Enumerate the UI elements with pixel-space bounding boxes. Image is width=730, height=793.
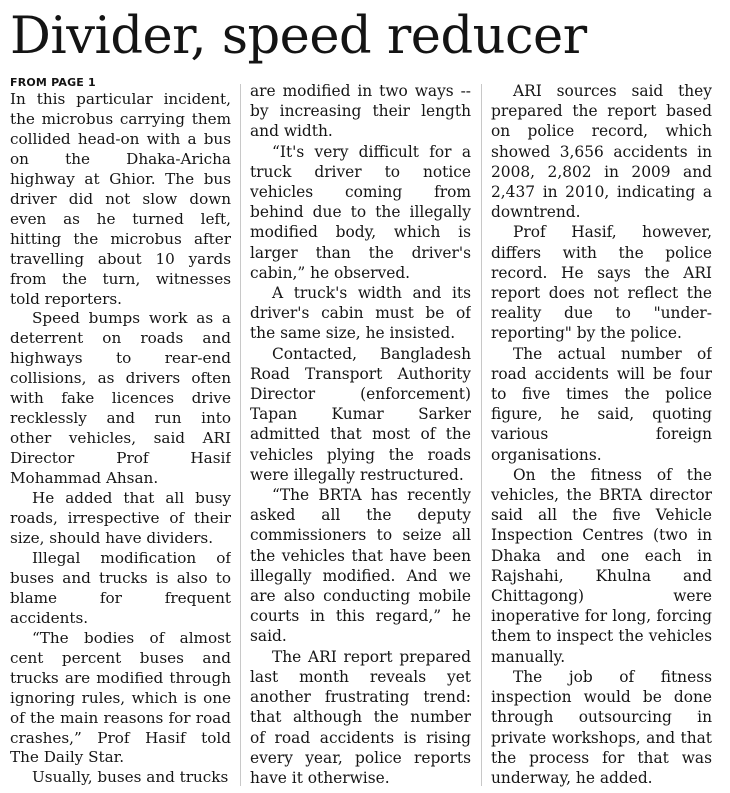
paragraph: Illegal modification of buses and trucks is also to blame for frequent accidents. <box>10 548 231 627</box>
paragraph: Speed bumps work as a deterrent on roads and highways to rear-end collisions, as drivers often with fake licences drive recklessly and run into other vehicles, said ARI Director Prof Hasif Mohammad Ahsan. <box>10 309 231 488</box>
paragraph: The job of fitness inspection would be done through outsourcing in private workshops, and that the process for that was underway, he added. <box>491 667 712 787</box>
column-rule <box>240 84 241 786</box>
paragraph: are modified in two ways -- by increasing their length and width. <box>250 82 471 141</box>
headline: Divider, speed reducer <box>10 7 587 66</box>
paragraph: The ARI report prepared last month reveals yet another frustrating trend: that although the number of road accidents is rising every year, police reports have it otherwise. <box>250 647 471 787</box>
article-column-1 <box>10 76 231 788</box>
paragraph: Prof Hasif, however, differs with the police record. He says the ARI report does not reflect the reality due to "under-reporting" by the police. <box>491 223 712 343</box>
paragraph: On the fitness of the vehicles, the BRTA director said all the five Vehicle Inspection Centres (two in Dhaka and one each in Rajshahi, Khulna and Chittagong) were inoperative for long, forcing them to inspect the vehicles manually. <box>491 465 712 666</box>
paragraph: The actual number of road accidents will be four to five times the police figure, he said, quoting various foreign organisations. <box>491 344 712 464</box>
paragraph: “It's very difficult for a truck driver to notice vehicles coming from behind due to the illegally modified body, which is larger than the driver's cabin,” he observed. <box>250 142 471 282</box>
paragraph: In this particular incident, the microbus carrying them collided head-on with a bus on the Dhaka-Aricha highway at Ghior. The bus driver did not slow down even as he turned left, hitting the microbus after travelling about 10 yards from the turn, witnesses told reporters. <box>10 90 231 308</box>
paragraph: Usually, buses and trucks <box>32 768 229 787</box>
dateline: FROM PAGE 1 <box>10 76 96 89</box>
paragraph: He added that all busy roads, irrespective of their size, should have dividers. <box>10 489 231 547</box>
article-column-3 <box>491 81 712 793</box>
article-column-2 <box>250 81 471 793</box>
column-rule <box>481 84 482 786</box>
paragraph: ARI sources said they prepared the report based on police record, which showed 3,656 accidents in 2008, 2,802 in 2009 and 2,437 in 2010, indicating a downtrend. <box>491 82 712 222</box>
paragraph: “The bodies of almost cent percent buses and trucks are modified through ignoring rules, which is one of the main reasons for road crashes,” Prof Hasif told The Daily Star. <box>10 628 231 767</box>
paragraph: A truck's width and its driver's cabin must be of the same size, he insisted. <box>250 284 471 343</box>
paragraph: “The BRTA has recently asked all the deputy commissioners to seize all the vehicles that have been illegally modified. And we are also conducting mobile courts in this regard,” he said. <box>250 486 471 646</box>
paragraph: Contacted, Bangladesh Road Transport Authority Director (enforcement) Tapan Kumar Sarker admitted that most of the vehicles plying the roads were illegally restructured. <box>250 344 471 484</box>
